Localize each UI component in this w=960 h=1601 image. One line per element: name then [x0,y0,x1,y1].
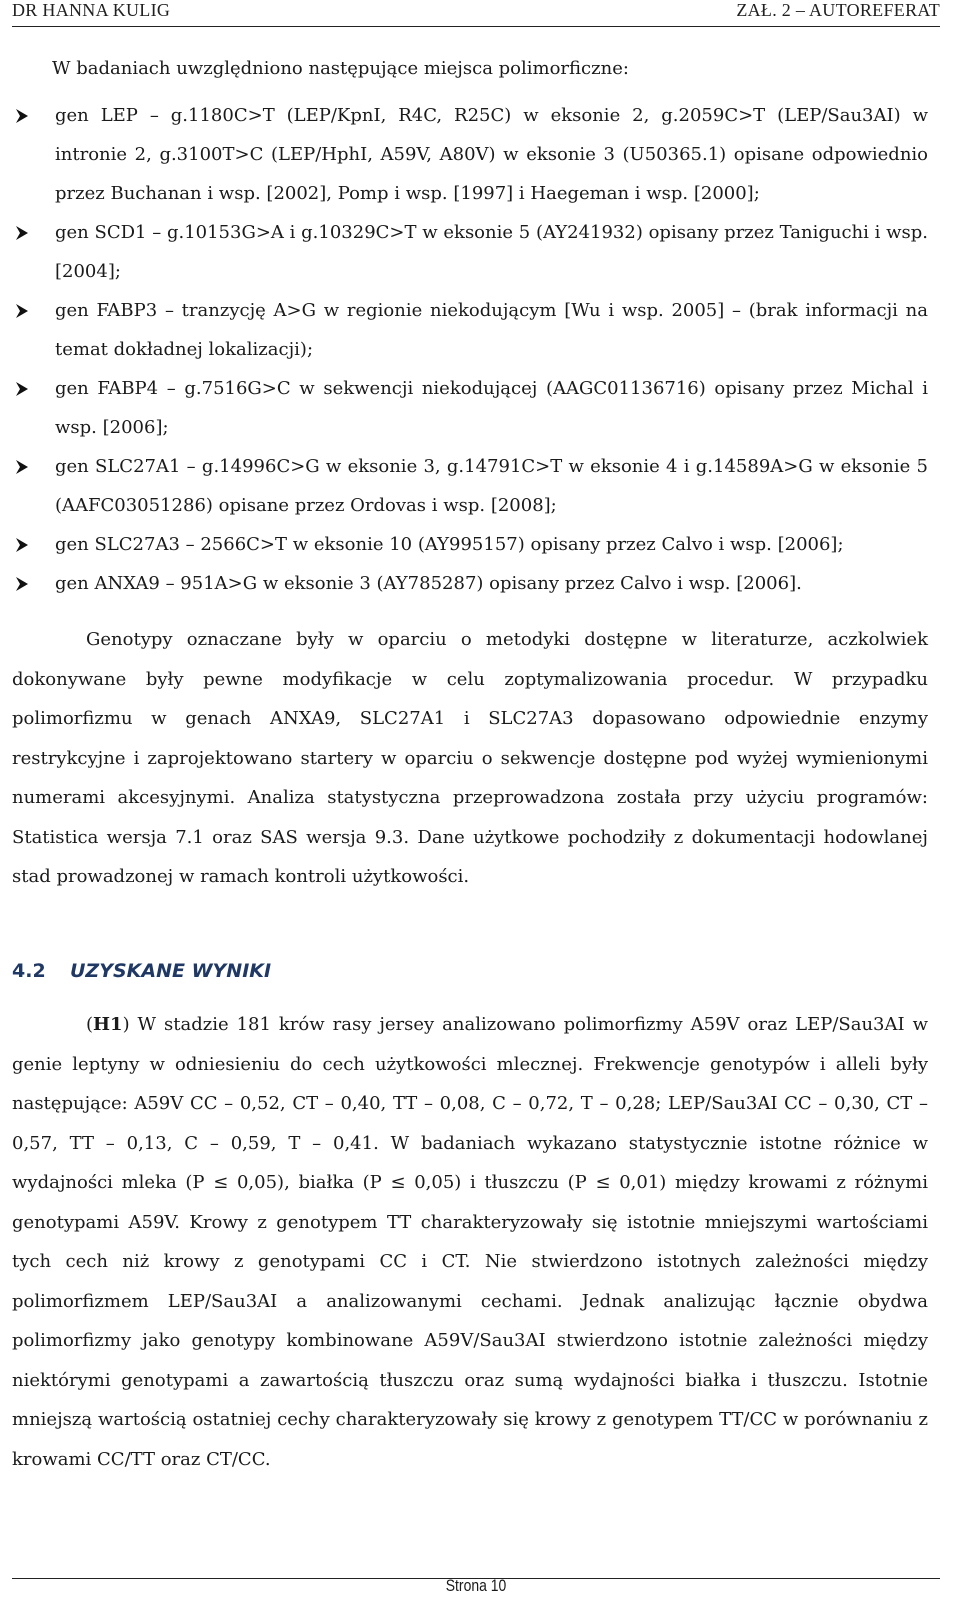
arrow-bullet-icon [12,369,34,408]
polymorphism-list [12,96,928,603]
arrow-bullet-icon [12,447,34,486]
list-item [12,447,928,525]
list-item [12,291,928,369]
list-item-text: gen SCD1 – g.10153G>A i g.10329C>T w eksonie 5 (AY241932) opisany przez Taniguchi i wsp. [2004]; [55,222,928,282]
list-item-text: gen FABP4 – g.7516G>C w sekwencji niekodującej (AAGC01136716) opisany przez Michal i wsp. [2006]; [55,378,928,438]
list-item-text: gen ANXA9 – 951A>G w eksonie 3 (AY785287) opisany przez Calvo i wsp. [2006]. [55,573,802,594]
section-heading [12,960,271,982]
arrow-bullet-icon [12,564,34,603]
methods-paragraph: Genotypy oznaczane były w oparciu o metodyki dostępne w literaturze, aczkolwiek dokonywane były pewne modyfikacje w celu zoptymalizowania procedur. W przypadku polimorfizmu w genach ANXA9, SLC27A1 i SLC27A3 dopasowano odpowiednie enzymy restrykcyjne i zaprojektowano startery w oparciu o sekwencje dostępne pod wyżej wymienionymi numerami akcesyjnymi. Analiza statystyczna przeprowadzona została przy użyciu programów: Statistica wersja 7.1 oraz SAS wersja 9.3. Dane użytkowe pochodziły z dokumentacji hodowlanej stad prowadzonej w ramach kontroli użytkowości. [12,629,928,887]
arrow-bullet-icon [12,213,34,252]
page-footer [12,1576,940,1595]
hypothesis-label: H1 [93,1014,123,1035]
section-title: UZYSKANE WYNIKI [70,960,272,982]
arrow-bullet-icon [12,96,34,135]
list-item [12,525,928,564]
list-item [12,213,928,291]
header-author: DR HANNA KULIG [12,0,171,20]
list-item-text: gen SLC27A1 – g.14996C>G w eksonie 3, g.14791C>T w eksonie 4 i g.14589A>G w eksonie 5 (AAFC03051286) opisane przez Ordovas i wsp. [2008]; [55,456,928,516]
results-text: W stadzie 181 krów rasy jersey analizowano polimorfizmy A59V oraz LEP/Sau3AI w genie leptyny w odniesieniu do cech użytkowości mlecznej. Frekwencje genotypów i alleli były następujące: A59V CC – 0,52, CT – 0,40, TT – 0,08, C – 0,72, T – 0,28; LEP/Sau3AI CC – 0,30, CT – 0,57, TT – 0,13, C – 0,59, T – 0,41. W badaniach wykazano statystycznie istotne różnice w wydajności mleka (P ≤ 0,05), białka (P ≤ 0,05) i tłuszczu (P ≤ 0,01) między krowami z różnymi genotypami A59V. Krowy z genotypem TT charakteryzowały się istotnie mniejszymi wartościami tych cech niż krowy z genotypami CC i CT. Nie stwierdzono istotnych zależności między polimorfizmem LEP/Sau3AI a analizowanymi cechami. Jednak analizując łącznie obydwa polimorfizmy jako genotypy kombinowane A59V/Sau3AI stwierdzono istotnie zależności między niektórymi genotypami a zawartością tłuszczu oraz sumą wydajności białka i tłuszczu. Istotnie mniejszą wartością ostatniej cechy charakteryzowały się krowy z genotypem TT/CC w porównaniu z krowami CC/TT oraz CT/CC. [12,1014,928,1470]
arrow-bullet-icon [12,525,34,564]
page-number: Strona 10 [445,1576,507,1595]
header-rule [12,26,940,27]
list-item-text: gen LEP – g.1180C>T (LEP/KpnI, R4C, R25C) w eksonie 2, g.2059C>T (LEP/Sau3AI) w intronie 2, g.3100T>C (LEP/HphI, A59V, A80V) w eksonie 3 (U50365.1) opisane odpowiednio przez Buchanan i wsp. [2002], Pomp i wsp. [1997] i Haegeman i wsp. [2000]; [55,105,928,204]
page-header [12,0,940,28]
list-item [12,96,928,213]
list-item-text: gen SLC27A3 – 2566C>T w eksonie 10 (AY995157) opisany przez Calvo i wsp. [2006]; [55,534,844,555]
intro-text: W badaniach uwzględniono następujące miejsca polimorficzne: [52,58,629,79]
section-number: 4.2 [12,960,46,982]
results-paragraph: (H1) W stadzie 181 krów rasy jersey analizowano polimorfizmy A59V oraz LEP/Sau3AI w genie leptyny w odniesieniu do cech użytkowości mlecznej. Frekwencje genotypów i alleli były następujące: A59V CC – 0,52, CT – 0,40, TT – 0,08, C – 0,72, T – 0,28; LEP/Sau3AI CC – 0,30, CT – 0,57, TT – 0,13, C – 0,59, T – 0,41. W badaniach wykazano statystycznie istotne różnice w wydajności mleka (P ≤ 0,05), białka (P ≤ 0,05) i tłuszczu (P ≤ 0,01) między krowami z różnymi genotypami A59V. Krowy z genotypem TT charakteryzowały się istotnie mniejszymi wartościami tych cech niż krowy z genotypami CC i CT. Nie stwierdzono istotnych zależności między polimorfizmem LEP/Sau3AI a analizowanymi cechami. Jednak analizując łącznie obydwa polimorfizmy jako genotypy kombinowane A59V/Sau3AI stwierdzono istotnie zależności między niektórymi genotypami a zawartością tłuszczu oraz sumą wydajności białka i tłuszczu. Istotnie mniejszą wartością ostatniej cechy charakteryzowały się krowy z genotypem TT/CC w porównaniu z krowami CC/TT oraz CT/CC. [12,1014,928,1470]
header-attachment: ZAŁ. 2 – AUTOREFERAT [736,0,940,20]
arrow-bullet-icon [12,291,34,330]
list-item [12,369,928,447]
list-item [12,564,928,603]
list-item-text: gen FABP3 – tranzycję A>G w regionie niekodującym [Wu i wsp. 2005] – (brak informacji na temat dokładnej lokalizacji); [55,300,928,360]
